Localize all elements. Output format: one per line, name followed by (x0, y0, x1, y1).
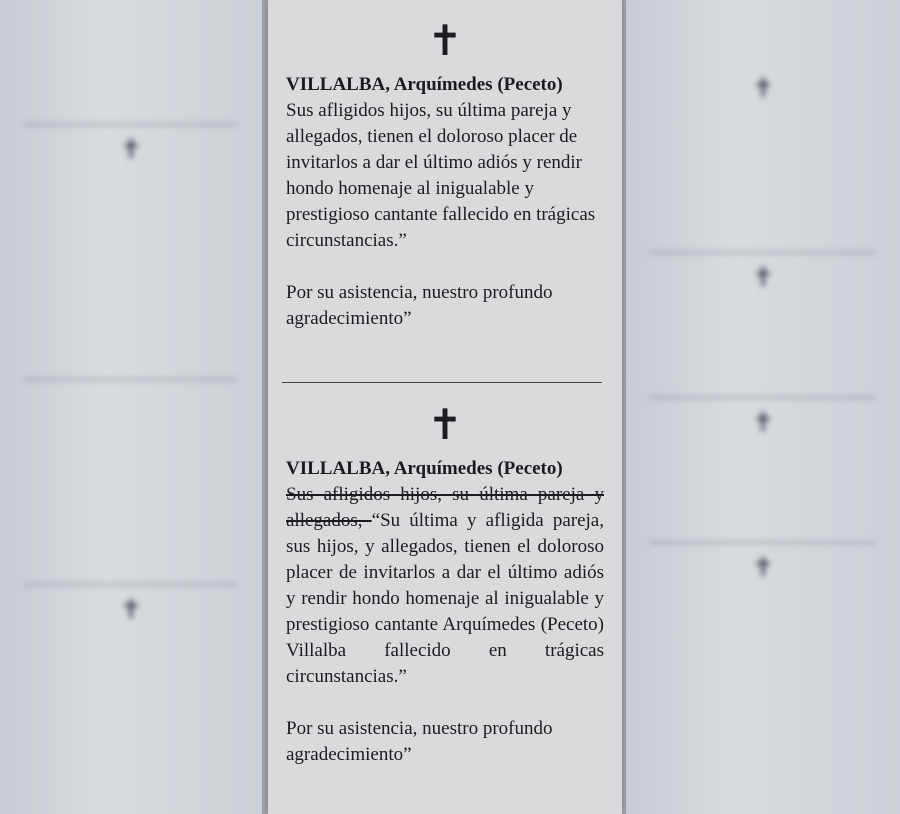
latin-cross-icon: ✝ (427, 16, 463, 65)
notice-body: Sus afligidos hijos, su última pareja y allegados, tienen el doloroso placer de invitarlos a dar el último adiós y rendir hondo homenaje al inigualable y prestigioso cantante fallecido en trágicas circunstancias.” (286, 100, 596, 251)
deceased-name: VILLALBA, Arquímedes (Peceto) (286, 458, 563, 479)
section-divider (282, 382, 602, 383)
latin-cross-icon: ✝ (427, 400, 463, 449)
deceased-name: VILLALBA, Arquímedes (Peceto) (286, 74, 563, 95)
obituary-notice-original (286, 16, 604, 332)
notice-body (286, 482, 604, 690)
obituary-clipping (268, 0, 622, 814)
blurred-newspaper-right: ✝ ✝ ✝ ✝ (626, 0, 900, 814)
blurred-newspaper-left: ✝ ✝ (0, 0, 262, 814)
notice-closing: Por su asistencia, nuestro profundo agradecimiento” (286, 718, 553, 765)
obituary-notice-corrected (286, 400, 604, 768)
corrected-text: “Su última y afligida pareja, sus hijos, y allegados, tienen el doloroso placer de invitarlos a dar el último adiós y rendir hondo homenaje al inigualable y prestigioso cantante Arquímedes (Peceto) Villalba fallecido en trágicas circunstancias.” (286, 510, 604, 687)
notice-closing: Por su asistencia, nuestro profundo agradecimiento” (286, 282, 553, 329)
struck-through-text: Sus afligidos hijos, su última pareja y allegados, (286, 484, 604, 531)
